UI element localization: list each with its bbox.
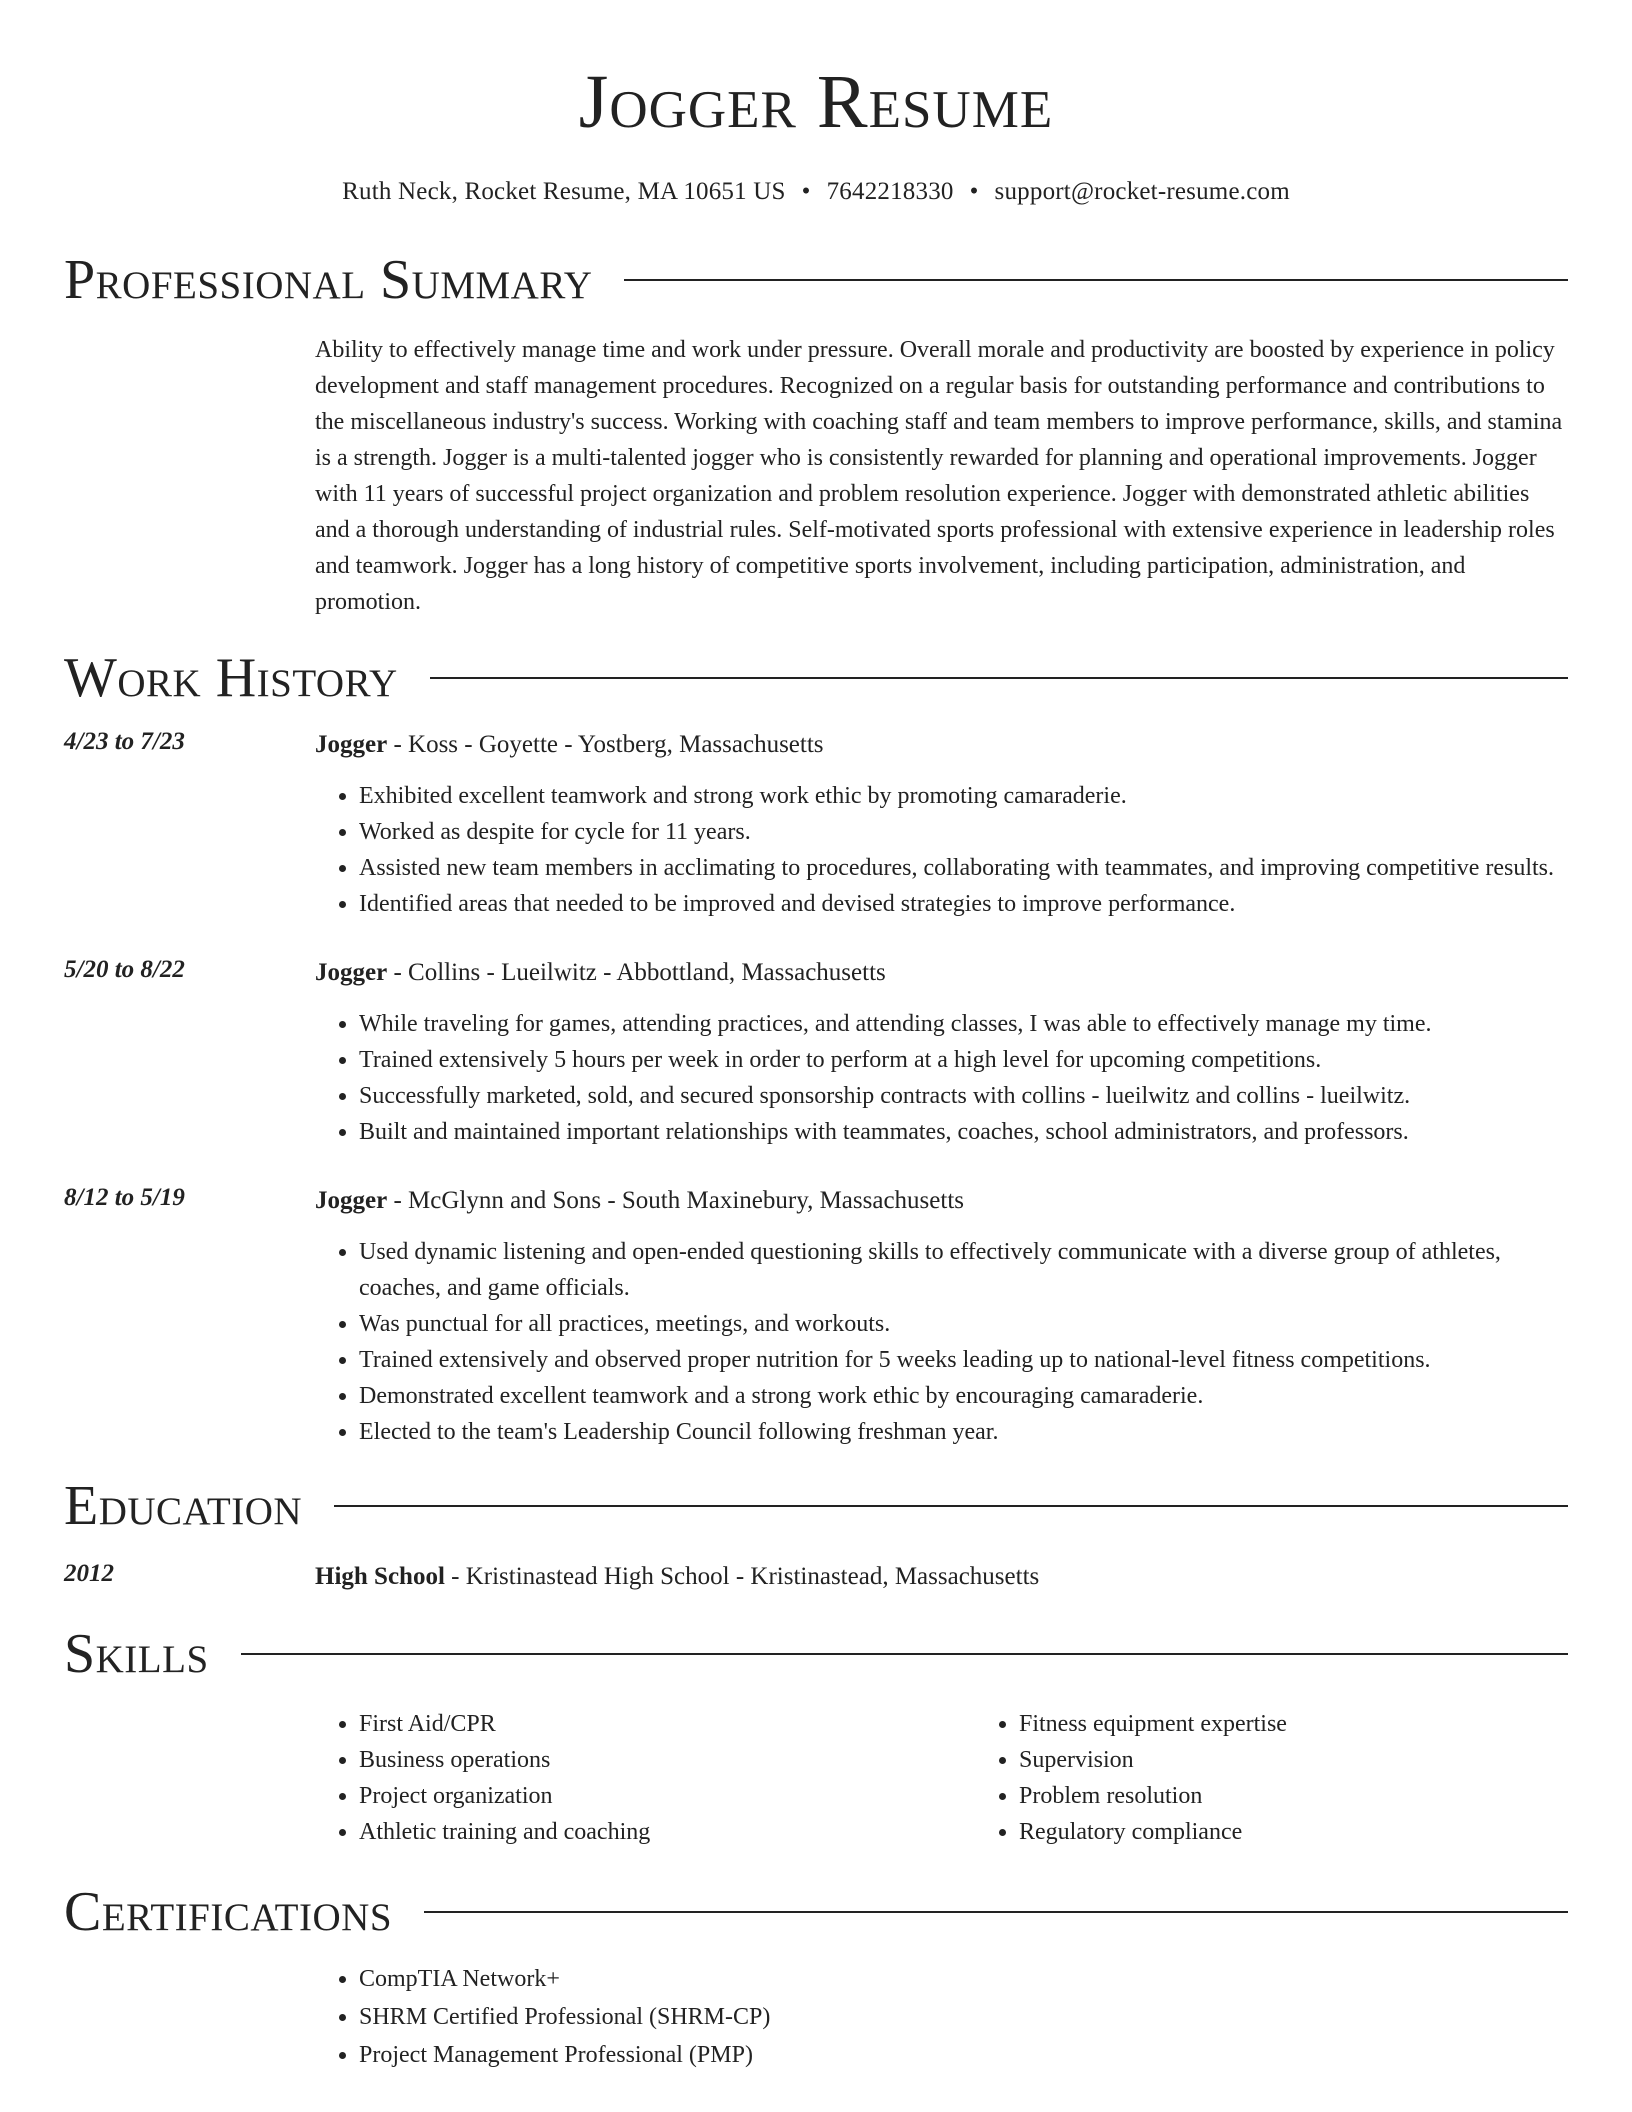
skill-item: • Fitness equipment expertise	[1019, 1706, 1632, 1742]
section-divider	[241, 1653, 1568, 1655]
resume-title: Jogger Resume	[578, 60, 1054, 144]
list-item: • Exhibited excellent teamwork and strong work ethic by promoting camaraderie.	[359, 778, 1568, 814]
list-item: • Demonstrated excellent teamwork and a strong work ethic by encouraging camaraderie.	[359, 1378, 1568, 1414]
section-divider	[430, 677, 1568, 679]
summary-row	[64, 332, 1568, 620]
job-title: Jogger	[315, 959, 388, 986]
skills-list-left	[315, 1706, 975, 1850]
summary-heading: Professional Summary	[64, 249, 593, 311]
skill-item: • First Aid/CPR	[359, 1706, 975, 1742]
skill-item: • Regulatory compliance	[1019, 1814, 1632, 1850]
list-item: • While traveling for games, attending practices, and attending classes, I was able to effectively manage my time.	[359, 1006, 1568, 1042]
list-item: • Used dynamic listening and open-ended questioning skills to effectively communicate with a diverse group of athletes, coaches, and game officials.	[359, 1234, 1568, 1306]
job-details: - McGlynn and Sons - South Maxinebury, Massachusetts	[387, 1187, 964, 1214]
job-bullets	[315, 778, 1568, 922]
list-item: • Assisted new team members in acclimating to procedures, collaborating with teammates, and improving competitive results.	[359, 850, 1568, 886]
work-section-header	[64, 647, 1568, 709]
job-dates: 4/23 to 7/23	[64, 728, 185, 755]
contact-phone: 7642218330	[826, 178, 954, 205]
skills-columns	[315, 1706, 1632, 1850]
job-entry	[64, 1184, 1568, 1450]
list-item: • Was punctual for all practices, meetings, and workouts.	[359, 1306, 1568, 1342]
skill-item: • Athletic training and coaching	[359, 1814, 975, 1850]
certification-item: • CompTIA Network+	[359, 1960, 1568, 1998]
contact-separator: •	[801, 178, 811, 205]
list-item: • Worked as despite for cycle for 11 years.	[359, 814, 1568, 850]
skills-list-right	[975, 1706, 1632, 1850]
work-heading: Work History	[64, 647, 398, 709]
summary-text: Ability to effectively manage time and work under pressure. Overall morale and productivity are boosted by experience in policy development and staff management procedures. Recognized on a regular basis for outstanding performance and contributions to the miscellaneous industry's success. Working with coaching staff and team members to improve performance, skills, and stamina is a strength. Jogger is a multi-talented jogger who is consistently rewarded for planning and operational improvements. Jogger with 11 years of successful project organization and problem resolution experience. Jogger with demonstrated athletic abilities and a thorough understanding of industrial rules. Self-motivated sports professional with extensive experience in leadership roles and teamwork. Jogger has a long history of competitive sports involvement, including participation, administration, and promotion.	[315, 337, 1563, 615]
contact-email: support@rocket-resume.com	[994, 178, 1290, 205]
contact-line	[64, 178, 1568, 206]
certifications-section-header	[64, 1881, 1568, 1943]
skills-section-header	[64, 1623, 1568, 1685]
job-title: Jogger	[315, 1187, 388, 1214]
education-year: 2012	[64, 1560, 114, 1587]
education-line	[315, 1560, 1568, 1594]
skills-left-spacer	[64, 1682, 315, 1850]
section-divider	[334, 1505, 1568, 1507]
job-title-line	[315, 956, 1568, 990]
job-title: Jogger	[315, 731, 388, 758]
list-item: • Built and maintained important relationships with teammates, coaches, school administrators, and professors.	[359, 1114, 1568, 1150]
job-entry	[64, 956, 1568, 1150]
contact-separator: •	[969, 178, 979, 205]
education-entry	[64, 1560, 1568, 1594]
certifications-list	[315, 1960, 1568, 2074]
job-title-line	[315, 1184, 1568, 1218]
certification-item: • SHRM Certified Professional (SHRM-CP)	[359, 1998, 1568, 2036]
summary-left-spacer	[64, 332, 315, 620]
list-item: • Elected to the team's Leadership Council following freshman year.	[359, 1414, 1568, 1450]
certifications-heading: Certifications	[64, 1881, 393, 1943]
skill-item: • Business operations	[359, 1742, 975, 1778]
list-item: • Trained extensively and observed proper nutrition for 5 weeks leading up to national-level fitness competitions.	[359, 1342, 1568, 1378]
skills-heading: Skills	[64, 1623, 209, 1685]
job-details: - Collins - Lueilwitz - Abbottland, Massachusetts	[387, 959, 886, 986]
list-item: • Trained extensively 5 hours per week in order to perform at a high level for upcoming competitions.	[359, 1042, 1568, 1078]
section-divider	[624, 279, 1568, 281]
job-dates: 8/12 to 5/19	[64, 1184, 185, 1211]
job-bullets	[315, 1006, 1568, 1150]
job-entry	[64, 728, 1568, 922]
education-details: - Kristinastead High School - Kristinastead, Massachusetts	[444, 1563, 1040, 1590]
section-divider	[424, 1911, 1568, 1913]
education-heading: Education	[64, 1475, 303, 1537]
job-bullets	[315, 1234, 1568, 1450]
job-title-line	[315, 728, 1568, 762]
job-dates: 5/20 to 8/22	[64, 956, 185, 983]
skills-row	[64, 1682, 1568, 1850]
job-details: - Koss - Goyette - Yostberg, Massachusetts	[387, 731, 824, 758]
certifications-row	[64, 1960, 1568, 2074]
skill-item: • Supervision	[1019, 1742, 1632, 1778]
skill-item: • Problem resolution	[1019, 1778, 1632, 1814]
certification-item: • Project Management Professional (PMP)	[359, 2036, 1568, 2074]
skill-item: • Project organization	[359, 1778, 975, 1814]
education-section-header	[64, 1475, 1568, 1537]
education-degree: High School	[315, 1563, 445, 1590]
summary-section-header	[64, 249, 1568, 311]
contact-address: Ruth Neck, Rocket Resume, MA 10651 US	[342, 178, 786, 205]
list-item: • Successfully marketed, sold, and secured sponsorship contracts with collins - lueilwitz and collins - lueilwitz.	[359, 1078, 1568, 1114]
certifications-left-spacer	[64, 1960, 315, 2074]
list-item: • Identified areas that needed to be improved and devised strategies to improve performance.	[359, 886, 1568, 922]
